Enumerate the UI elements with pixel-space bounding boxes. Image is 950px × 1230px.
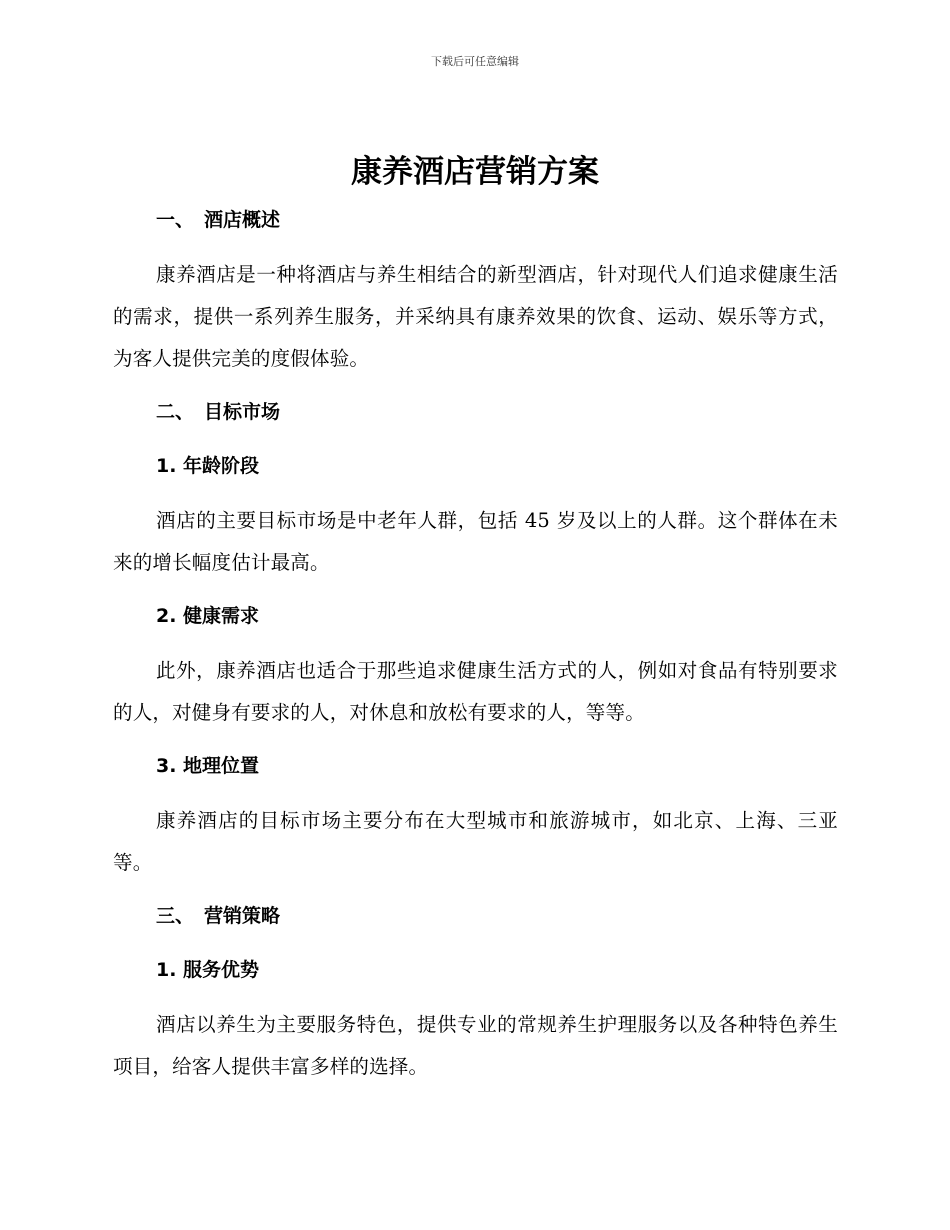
paragraph-age-group: 酒店的主要目标市场是中老年人群，包括 45 岁及以上的人群。这个群体在未来的增长幅度估计最高。: [113, 509, 838, 574]
paragraph-service-advantage: 酒店以养生为主要服务特色，提供专业的常规养生护理服务以及各种特色养生项目，给客人提供丰富多样的选择。: [113, 1013, 838, 1078]
section-title: 营销策略: [204, 905, 281, 927]
document-body: [113, 200, 838, 1088]
section-heading-target-market: [113, 392, 838, 432]
section-number: 三、: [156, 905, 195, 927]
subheading-location: 3. 地理位置: [156, 755, 260, 777]
section-number: 一、: [156, 209, 195, 231]
section-heading-overview: [113, 200, 838, 240]
subheading-service-advantage: 1. 服务优势: [156, 959, 260, 981]
page-header: 下载后可任意编辑: [431, 55, 519, 68]
section-heading-marketing-strategy: [113, 896, 838, 936]
paragraph-overview: 康养酒店是一种将酒店与养生相结合的新型酒店，针对现代人们追求健康生活的需求，提供一系列养生服务，并采纳具有康养效果的饮食、运动、娱乐等方式，为客人提供完美的度假体验。: [113, 263, 838, 370]
paragraph-location: 康养酒店的目标市场主要分布在大型城市和旅游城市，如北京、上海、三亚等。: [113, 809, 838, 874]
subheading-health-needs: 2. 健康需求: [156, 605, 260, 627]
section-title: 目标市场: [204, 401, 281, 423]
section-number: 二、: [156, 401, 195, 423]
paragraph-health-needs: 此外，康养酒店也适合于那些追求健康生活方式的人，例如对食品有特别要求的人，对健身有要求的人，对休息和放松有要求的人，等等。: [113, 659, 838, 724]
document-title: 康养酒店营销方案: [351, 154, 599, 190]
section-title: 酒店概述: [204, 209, 281, 231]
subheading-age-group: 1. 年龄阶段: [156, 455, 260, 477]
